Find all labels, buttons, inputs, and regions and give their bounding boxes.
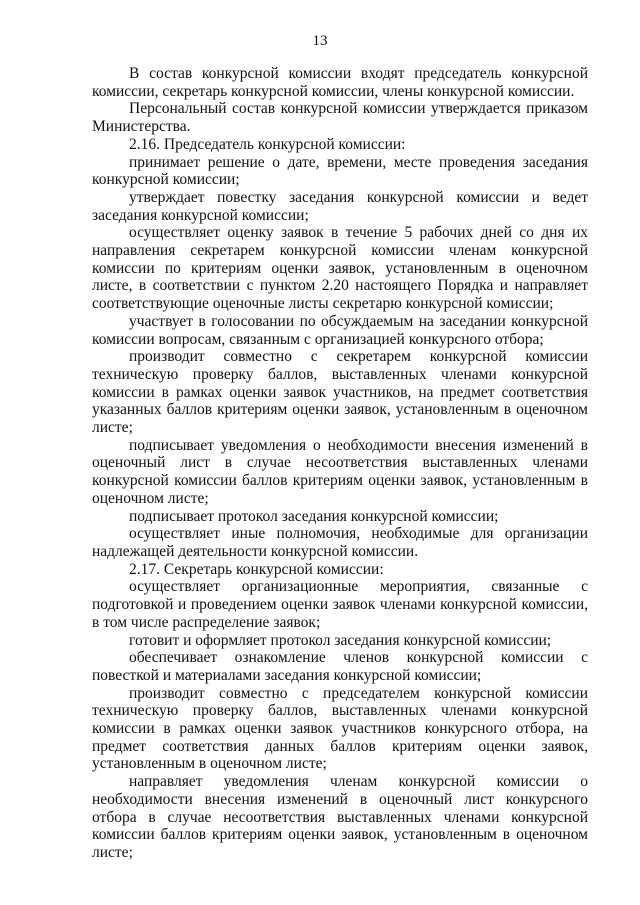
section-heading-2-17: 2.17. Секретарь конкурсной комиссии: bbox=[129, 560, 384, 578]
chairman-duty-item: производит совместно с секретарем конкурсной комиссии техническую проверку баллов, выставленных членами конкурсной комиссии в рамках оценки заявок участников, на предмет соответствия указанных баллов критериям оценки заявок, установленным в оценочном листе; bbox=[92, 348, 588, 437]
chairman-duty-item: участвует в голосовании по обсуждаемым на заседании конкурсной комиссии вопросам, связанным с организацией конкурсного отбора; bbox=[92, 312, 588, 348]
paragraph-composition: В состав конкурсной комиссии входят председатель конкурсной комиссии, секретарь конкурсной комиссии, члены конкурсной комиссии. bbox=[92, 65, 588, 100]
chairman-duty-item: осуществляет оценку заявок в течение 5 рабочих дней со дня их направления секретарем конкурсной комиссии членам конкурсной комиссии по критериям оценки заявок, установленным в оценочном листе, в соответствии с пунктом 2.20 настоящего Порядка и направляет соответствующие оценочные листы секретарю конкурсной комиссии; bbox=[92, 224, 588, 313]
chairman-duty-item: подписывает протокол заседания конкурсной комиссии; bbox=[129, 507, 499, 525]
chairman-duty-item: утверждает повестку заседания конкурсной комиссии и ведет заседания конкурсной комиссии; bbox=[92, 188, 588, 224]
chairman-duty-item: подписывает уведомления о необходимости внесения изменений в оценочный лист в случае несоответствия выставленных членами конкурсной комиссии баллов критериям оценки заявок, установленным в оценочном листе; bbox=[92, 436, 588, 507]
secretary-duty-item: обеспечивает ознакомление членов конкурсной комиссии с повесткой и материалами заседания конкурсной комиссии; bbox=[92, 649, 588, 684]
secretary-duty-item: осуществляет организационные мероприятия, связанные с подготовкой и проведением оценки заявок членами конкурсной комиссии, в том числе распределение заявок; bbox=[92, 578, 588, 631]
chairman-duty-item: осуществляет иные полномочия, необходимые для организации надлежащей деятельности конкурсной комиссии. bbox=[92, 525, 588, 560]
page-number: 13 bbox=[312, 33, 328, 49]
secretary-duty-item: производит совместно с председателем конкурсной комиссии техническую проверку баллов, выставленных членами конкурсной комиссии в рамках оценки заявок участников конкурсного отбора, на предмет соответствия данных баллов критериям оценки заявок, установленным в оценочном листе; bbox=[92, 684, 588, 773]
section-heading-2-16: 2.16. Председатель конкурсной комиссии: bbox=[129, 135, 406, 153]
secretary-duty-item: готовит и оформляет протокол заседания конкурсной комиссии; bbox=[129, 631, 552, 649]
paragraph-personal-composition: Персональный состав конкурсной комиссии утверждается приказом Министерства. bbox=[92, 100, 588, 136]
document-body bbox=[92, 65, 588, 862]
secretary-duty-item: направляет уведомления членам конкурсной комиссии о необходимости внесения изменений в оценочный лист конкурсного отбора в случае несоответствия выставленных членами конкурсной комиссии баллов критериям оценки заявок, установленным в оценочном листе; bbox=[92, 773, 588, 861]
chairman-duty-item: принимает решение о дате, времени, месте проведения заседания конкурсной комиссии; bbox=[92, 153, 588, 189]
